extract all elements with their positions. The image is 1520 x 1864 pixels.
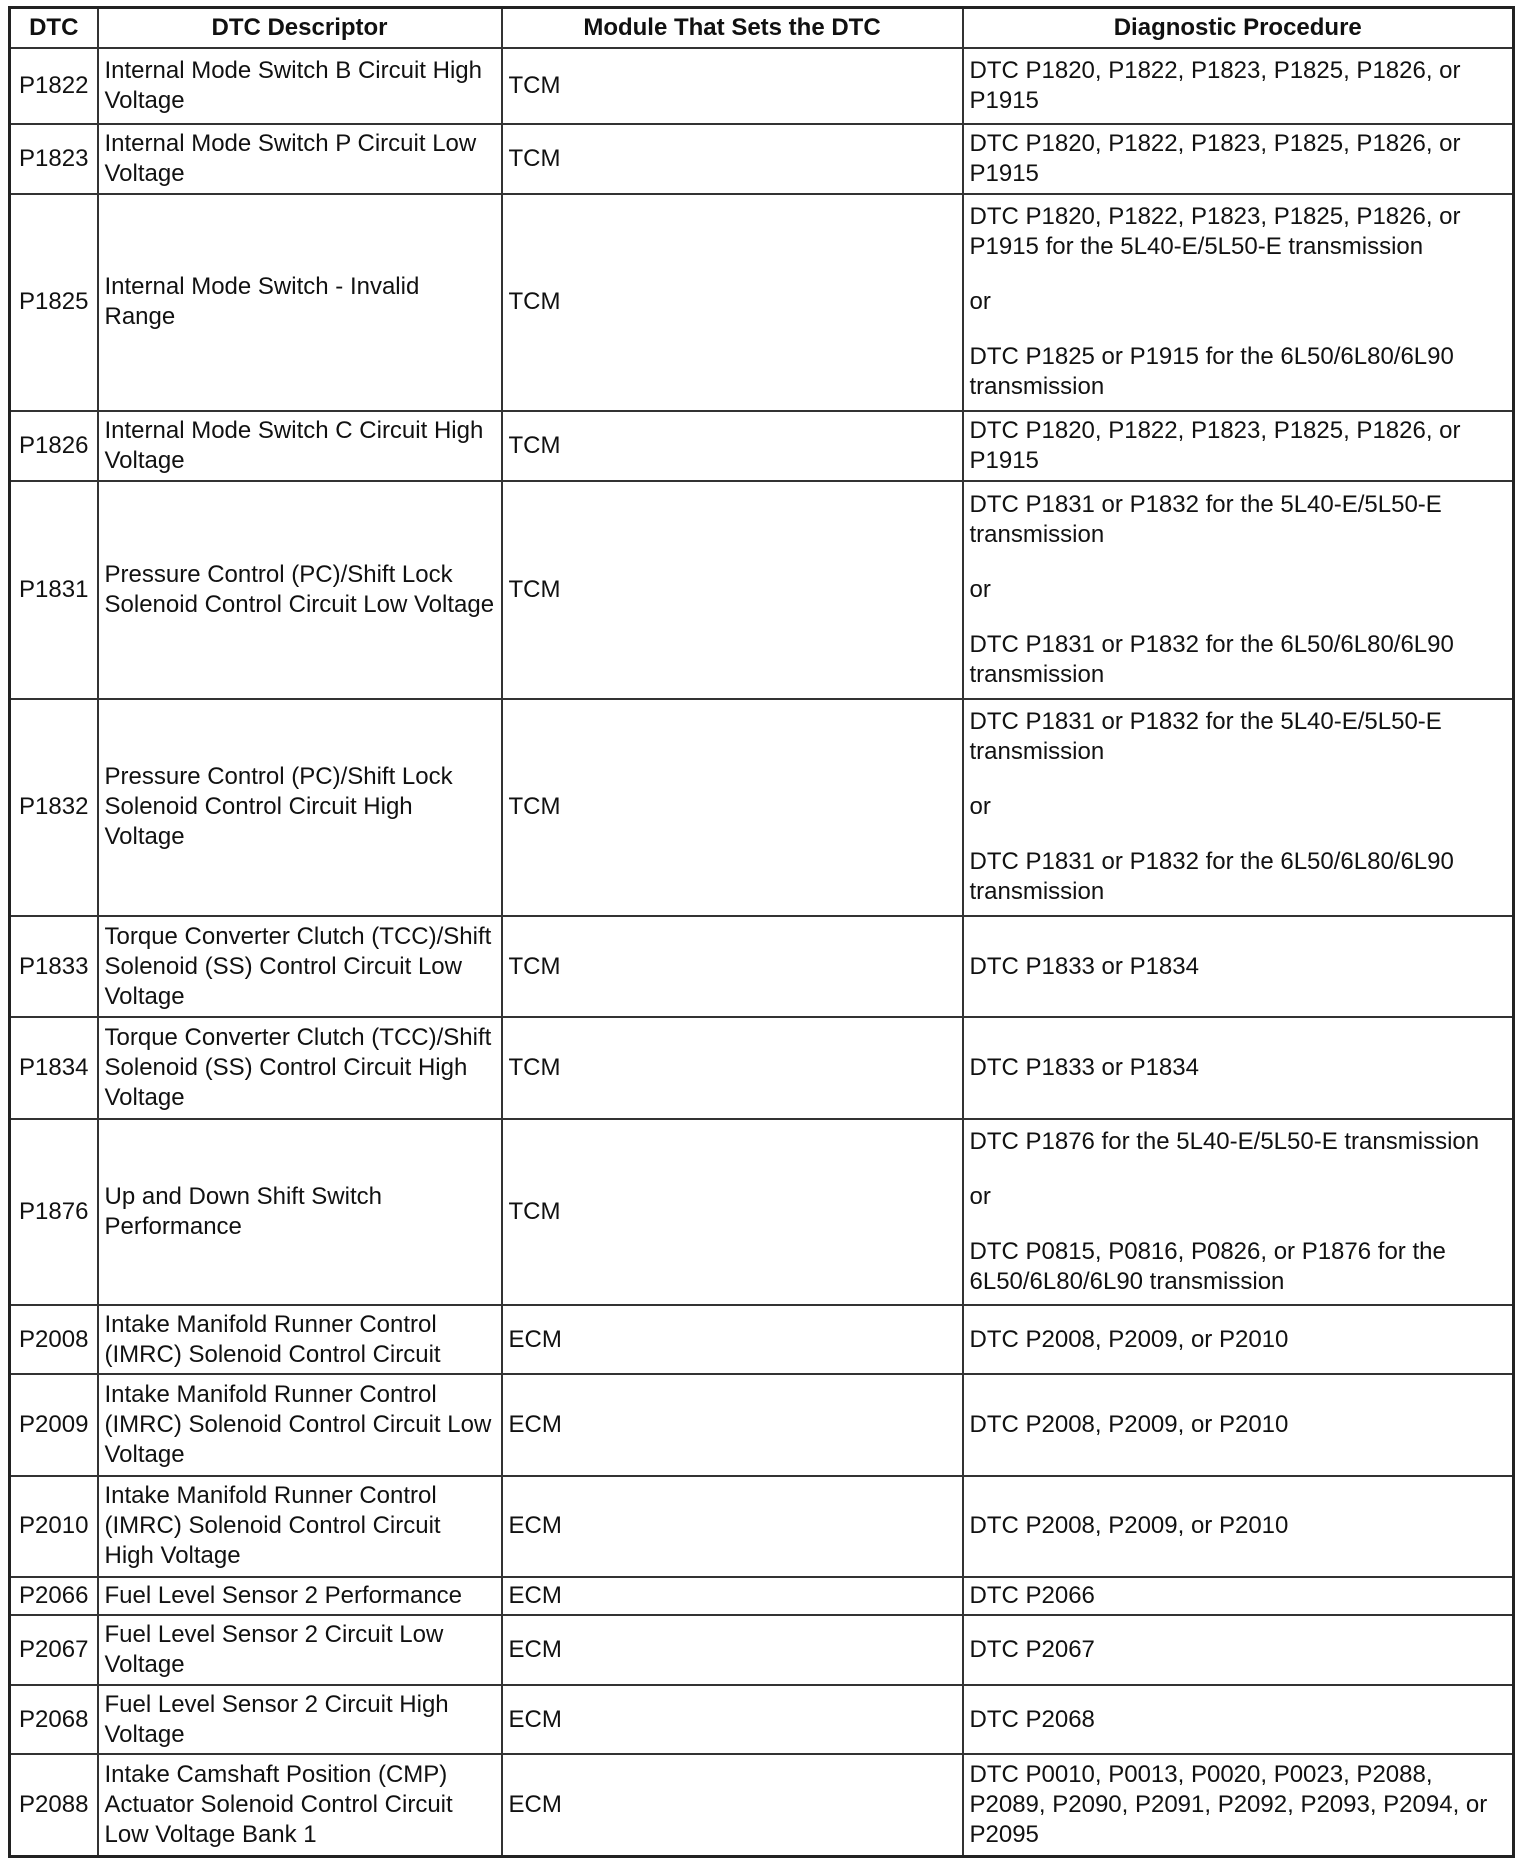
module-cell: ECM — [502, 1685, 963, 1755]
diagnostic-procedure-cell — [963, 1577, 1514, 1615]
procedure-paragraph: DTC P1876 for the 5L40-E/5L50-E transmission — [969, 1127, 1480, 1155]
procedure-paragraph: DTC P0815, P0816, P0826, or P1876 for the 6L50/6L80/6L90 transmission — [969, 1237, 1446, 1295]
table-body — [10, 48, 1514, 1857]
module-cell: ECM — [502, 1754, 963, 1856]
procedure-paragraph: DTC P1833 or P1834 — [969, 952, 1199, 980]
diagnostic-procedure-cell — [963, 48, 1514, 124]
header-dtc-descriptor: DTC Descriptor — [98, 8, 502, 49]
dtc-code-cell: P1831 — [10, 481, 98, 699]
module-cell: TCM — [502, 481, 963, 699]
procedure-paragraph: DTC P2008, P2009, or P2010 — [969, 1512, 1289, 1540]
module-cell: TCM — [502, 411, 963, 481]
procedure-paragraph: DTC P2008, P2009, or P2010 — [969, 1325, 1289, 1353]
diagnostic-procedure-cell — [963, 124, 1514, 194]
dtc-descriptor-cell: Fuel Level Sensor 2 Circuit Low Voltage — [98, 1615, 502, 1685]
dtc-code-cell: P2009 — [10, 1374, 98, 1475]
dtc-descriptor-cell: Intake Manifold Runner Control (IMRC) Solenoid Control Circuit Low Voltage — [98, 1374, 502, 1475]
dtc-descriptor-cell: Internal Mode Switch B Circuit High Voltage — [98, 48, 502, 124]
dtc-code-cell: P1825 — [10, 194, 98, 412]
procedure-paragraph: DTC P1820, P1822, P1823, P1825, P1826, or P1915 — [969, 129, 1461, 187]
diagnostic-procedure-cell — [963, 411, 1514, 481]
module-cell: TCM — [502, 48, 963, 124]
diagnostic-procedure-cell — [963, 1305, 1514, 1375]
dtc-descriptor-cell: Internal Mode Switch - Invalid Range — [98, 194, 502, 412]
dtc-descriptor-cell: Torque Converter Clutch (TCC)/Shift Solenoid (SS) Control Circuit High Voltage — [98, 1017, 502, 1118]
dtc-descriptor-cell: Internal Mode Switch C Circuit High Voltage — [98, 411, 502, 481]
table-row — [10, 1017, 1514, 1118]
dtc-descriptor-cell: Fuel Level Sensor 2 Circuit High Voltage — [98, 1685, 502, 1755]
header-module: Module That Sets the DTC — [502, 8, 963, 49]
table-row — [10, 194, 1514, 412]
header-diagnostic-procedure: Diagnostic Procedure — [963, 8, 1514, 49]
dtc-code-cell: P1826 — [10, 411, 98, 481]
diagnostic-procedure-cell — [963, 1374, 1514, 1475]
dtc-descriptor-cell: Intake Manifold Runner Control (IMRC) Solenoid Control Circuit — [98, 1305, 502, 1375]
table-row — [10, 1685, 1514, 1755]
module-cell: ECM — [502, 1615, 963, 1685]
dtc-code-cell: P2088 — [10, 1754, 98, 1856]
table-row — [10, 1305, 1514, 1375]
table-row — [10, 1119, 1514, 1305]
dtc-descriptor-cell: Up and Down Shift Switch Performance — [98, 1119, 502, 1305]
table-row — [10, 699, 1514, 917]
procedure-paragraph: DTC P1833 or P1834 — [969, 1054, 1199, 1082]
dtc-code-cell: P1823 — [10, 124, 98, 194]
procedure-paragraph: DTC P1825 or P1915 for the 6L50/6L80/6L90 transmission — [969, 343, 1454, 401]
table-row — [10, 481, 1514, 699]
dtc-descriptor-cell: Internal Mode Switch P Circuit Low Voltage — [98, 124, 502, 194]
dtc-descriptor-cell: Intake Camshaft Position (CMP) Actuator Solenoid Control Circuit Low Voltage Bank 1 — [98, 1754, 502, 1856]
diagnostic-procedure-cell — [963, 1685, 1514, 1755]
diagnostic-procedure-cell — [963, 1754, 1514, 1856]
diagnostic-procedure-cell — [963, 1615, 1514, 1685]
module-cell: ECM — [502, 1374, 963, 1475]
diagnostic-procedure-cell — [963, 194, 1514, 412]
dtc-descriptor-cell: Pressure Control (PC)/Shift Lock Solenoid Control Circuit High Voltage — [98, 699, 502, 917]
module-cell: TCM — [502, 124, 963, 194]
diagnostic-procedure-cell — [963, 916, 1514, 1017]
module-cell: TCM — [502, 1119, 963, 1305]
module-cell: TCM — [502, 916, 963, 1017]
procedure-paragraph: or — [969, 288, 991, 316]
table-row — [10, 1374, 1514, 1475]
header-dtc: DTC — [10, 8, 98, 49]
dtc-code-cell: P2010 — [10, 1476, 98, 1577]
diagnostic-procedure-cell — [963, 481, 1514, 699]
table-row — [10, 1754, 1514, 1856]
diagnostic-procedure-cell — [963, 1476, 1514, 1577]
module-cell: ECM — [502, 1305, 963, 1375]
procedure-paragraph: DTC P0010, P0013, P0020, P0023, P2088, P2089, P2090, P2091, P2092, P2093, P2094, or P2095 — [969, 1761, 1488, 1849]
diagnostic-procedure-cell — [963, 1119, 1514, 1305]
dtc-code-cell: P1822 — [10, 48, 98, 124]
procedure-paragraph: DTC P1820, P1822, P1823, P1825, P1826, or P1915 — [969, 57, 1461, 115]
table-row — [10, 1577, 1514, 1615]
table-row — [10, 916, 1514, 1017]
procedure-paragraph: DTC P2066 — [969, 1582, 1095, 1610]
procedure-paragraph: or — [969, 575, 991, 603]
table-row — [10, 411, 1514, 481]
dtc-descriptor-cell: Fuel Level Sensor 2 Performance — [98, 1577, 502, 1615]
table-header-row — [10, 8, 1514, 49]
procedure-paragraph: DTC P1831 or P1832 for the 5L40-E/5L50-E transmission — [969, 708, 1442, 766]
table-row — [10, 48, 1514, 124]
dtc-code-cell: P1832 — [10, 699, 98, 917]
procedure-paragraph: DTC P2008, P2009, or P2010 — [969, 1411, 1289, 1439]
dtc-code-cell: P2067 — [10, 1615, 98, 1685]
dtc-table — [8, 6, 1515, 1858]
module-cell: ECM — [502, 1476, 963, 1577]
module-cell: TCM — [502, 699, 963, 917]
procedure-paragraph: DTC P1831 or P1832 for the 5L40-E/5L50-E transmission — [969, 490, 1442, 548]
dtc-code-cell: P2066 — [10, 1577, 98, 1615]
table-row — [10, 1476, 1514, 1577]
procedure-paragraph: DTC P1820, P1822, P1823, P1825, P1826, or P1915 — [969, 417, 1461, 475]
dtc-code-cell: P2008 — [10, 1305, 98, 1375]
procedure-paragraph: DTC P1831 or P1832 for the 6L50/6L80/6L90 transmission — [969, 630, 1454, 688]
procedure-paragraph: or — [969, 793, 991, 821]
module-cell: ECM — [502, 1577, 963, 1615]
dtc-code-cell: P1834 — [10, 1017, 98, 1118]
dtc-descriptor-cell: Intake Manifold Runner Control (IMRC) Solenoid Control Circuit High Voltage — [98, 1476, 502, 1577]
dtc-descriptor-cell: Torque Converter Clutch (TCC)/Shift Solenoid (SS) Control Circuit Low Voltage — [98, 916, 502, 1017]
table-row — [10, 1615, 1514, 1685]
procedure-paragraph: DTC P2068 — [969, 1705, 1095, 1733]
dtc-code-cell: P2068 — [10, 1685, 98, 1755]
dtc-code-cell: P1876 — [10, 1119, 98, 1305]
procedure-paragraph: DTC P1831 or P1832 for the 6L50/6L80/6L90 transmission — [969, 848, 1454, 906]
dtc-descriptor-cell: Pressure Control (PC)/Shift Lock Solenoid Control Circuit Low Voltage — [98, 481, 502, 699]
module-cell: TCM — [502, 1017, 963, 1118]
diagnostic-procedure-cell — [963, 1017, 1514, 1118]
procedure-paragraph: DTC P1820, P1822, P1823, P1825, P1826, or P1915 for the 5L40-E/5L50-E transmission — [969, 203, 1461, 261]
procedure-paragraph: or — [969, 1182, 991, 1210]
dtc-code-cell: P1833 — [10, 916, 98, 1017]
diagnostic-procedure-cell — [963, 699, 1514, 917]
procedure-paragraph: DTC P2067 — [969, 1635, 1095, 1663]
table-row — [10, 124, 1514, 194]
module-cell: TCM — [502, 194, 963, 412]
